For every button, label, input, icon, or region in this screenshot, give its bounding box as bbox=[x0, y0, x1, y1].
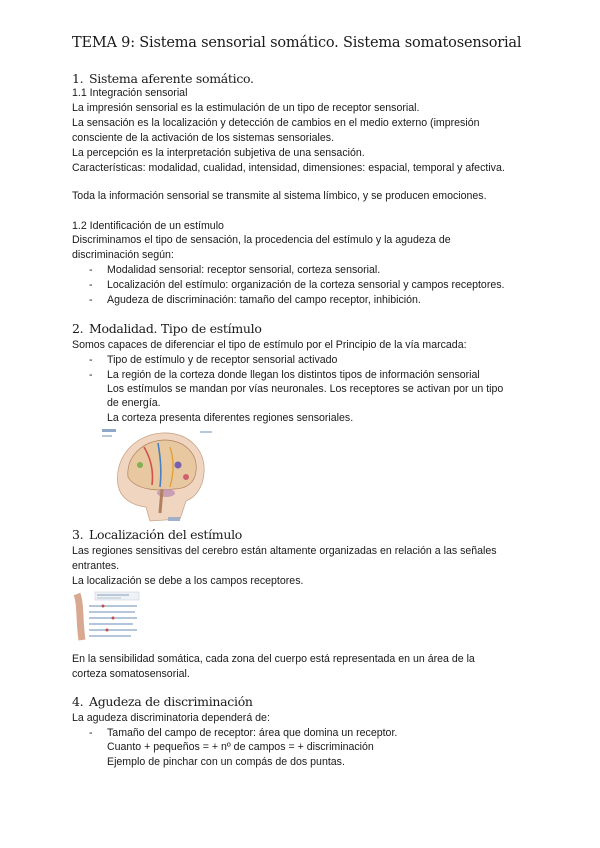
paragraph: Características: modalidad, cualidad, intensidad, dimensiones: espacial, temporal y afectiva. bbox=[72, 162, 505, 174]
list-item: Agudeza de discriminación: tamaño del campo receptor, inhibición. bbox=[107, 294, 421, 306]
list-item-continuation: Ejemplo de pinchar con un compás de dos puntas. bbox=[107, 756, 345, 768]
bullet-mark: - bbox=[89, 354, 93, 366]
section-2-heading: 2. Modalidad. Tipo de estímulo bbox=[72, 321, 262, 336]
paragraph: La agudeza discriminatoria dependerá de: bbox=[72, 712, 270, 724]
paragraph: corteza somatosensorial. bbox=[72, 668, 190, 680]
subsection-1-1: 1.1 Integración sensorial bbox=[72, 87, 188, 99]
paragraph: discriminación según: bbox=[72, 249, 174, 261]
section-1-heading: 1. Sistema aferente somático. bbox=[72, 71, 254, 86]
list-item: Modalidad sensorial: receptor sensorial, corteza sensorial. bbox=[107, 264, 381, 276]
paragraph: Discriminamos el tipo de sensación, la procedencia del estímulo y la agudeza de bbox=[72, 234, 451, 246]
paragraph: Las regiones sensitivas del cerebro están altamente organizadas en relación a las señales bbox=[72, 545, 497, 557]
list-item-continuation: La corteza presenta diferentes regiones sensoriales. bbox=[107, 412, 354, 424]
paragraph: La impresión sensorial es la estimulación de un tipo de receptor sensorial. bbox=[72, 102, 420, 114]
list-item-continuation: Los estímulos se mandan por vías neuronales. Los receptores se activan por un tipo bbox=[107, 383, 504, 395]
receptive-fields-figure bbox=[73, 590, 143, 643]
list-item: Tipo de estímulo y de receptor sensorial activado bbox=[107, 354, 338, 366]
brain-figure bbox=[100, 425, 215, 525]
bullet-mark: - bbox=[89, 264, 93, 276]
list-item: Localización del estímulo: organización de la corteza sensorial y campos receptores. bbox=[107, 279, 505, 291]
section-4-heading: 4. Agudeza de discriminación bbox=[72, 694, 253, 709]
list-item-continuation: Cuanto + pequeños = + nº de campos = + discriminación bbox=[107, 741, 374, 753]
bullet-mark: - bbox=[89, 279, 93, 291]
subsection-1-2: 1.2 Identificación de un estímulo bbox=[72, 220, 224, 232]
paragraph: En la sensibilidad somática, cada zona del cuerpo está representada en un área de la bbox=[72, 653, 475, 665]
paragraph: Somos capaces de diferenciar el tipo de estímulo por el Principio de la vía marcada: bbox=[72, 339, 467, 351]
paragraph: La localización se debe a los campos receptores. bbox=[72, 575, 304, 587]
paragraph: Toda la información sensorial se transmite al sistema límbico, y se producen emociones. bbox=[72, 190, 487, 202]
paragraph: La sensación es la localización y detección de cambios en el medio externo (impresión bbox=[72, 117, 480, 129]
list-item: La región de la corteza donde llegan los distintos tipos de información sensorial bbox=[107, 369, 480, 381]
page-title: TEMA 9: Sistema sensorial somático. Sistema somatosensorial bbox=[72, 35, 522, 51]
bullet-mark: - bbox=[89, 727, 93, 739]
bullet-mark: - bbox=[89, 369, 93, 381]
list-item-continuation: de energía. bbox=[107, 397, 161, 409]
paragraph: La percepción es la interpretación subjetiva de una sensación. bbox=[72, 147, 365, 159]
paragraph: consciente de la activación de los sistemas sensoriales. bbox=[72, 132, 335, 144]
bullet-mark: - bbox=[89, 294, 93, 306]
list-item: Tamaño del campo de receptor: área que domina un receptor. bbox=[107, 727, 398, 739]
paragraph: entrantes. bbox=[72, 560, 120, 572]
section-3-heading: 3. Localización del estímulo bbox=[72, 527, 242, 542]
